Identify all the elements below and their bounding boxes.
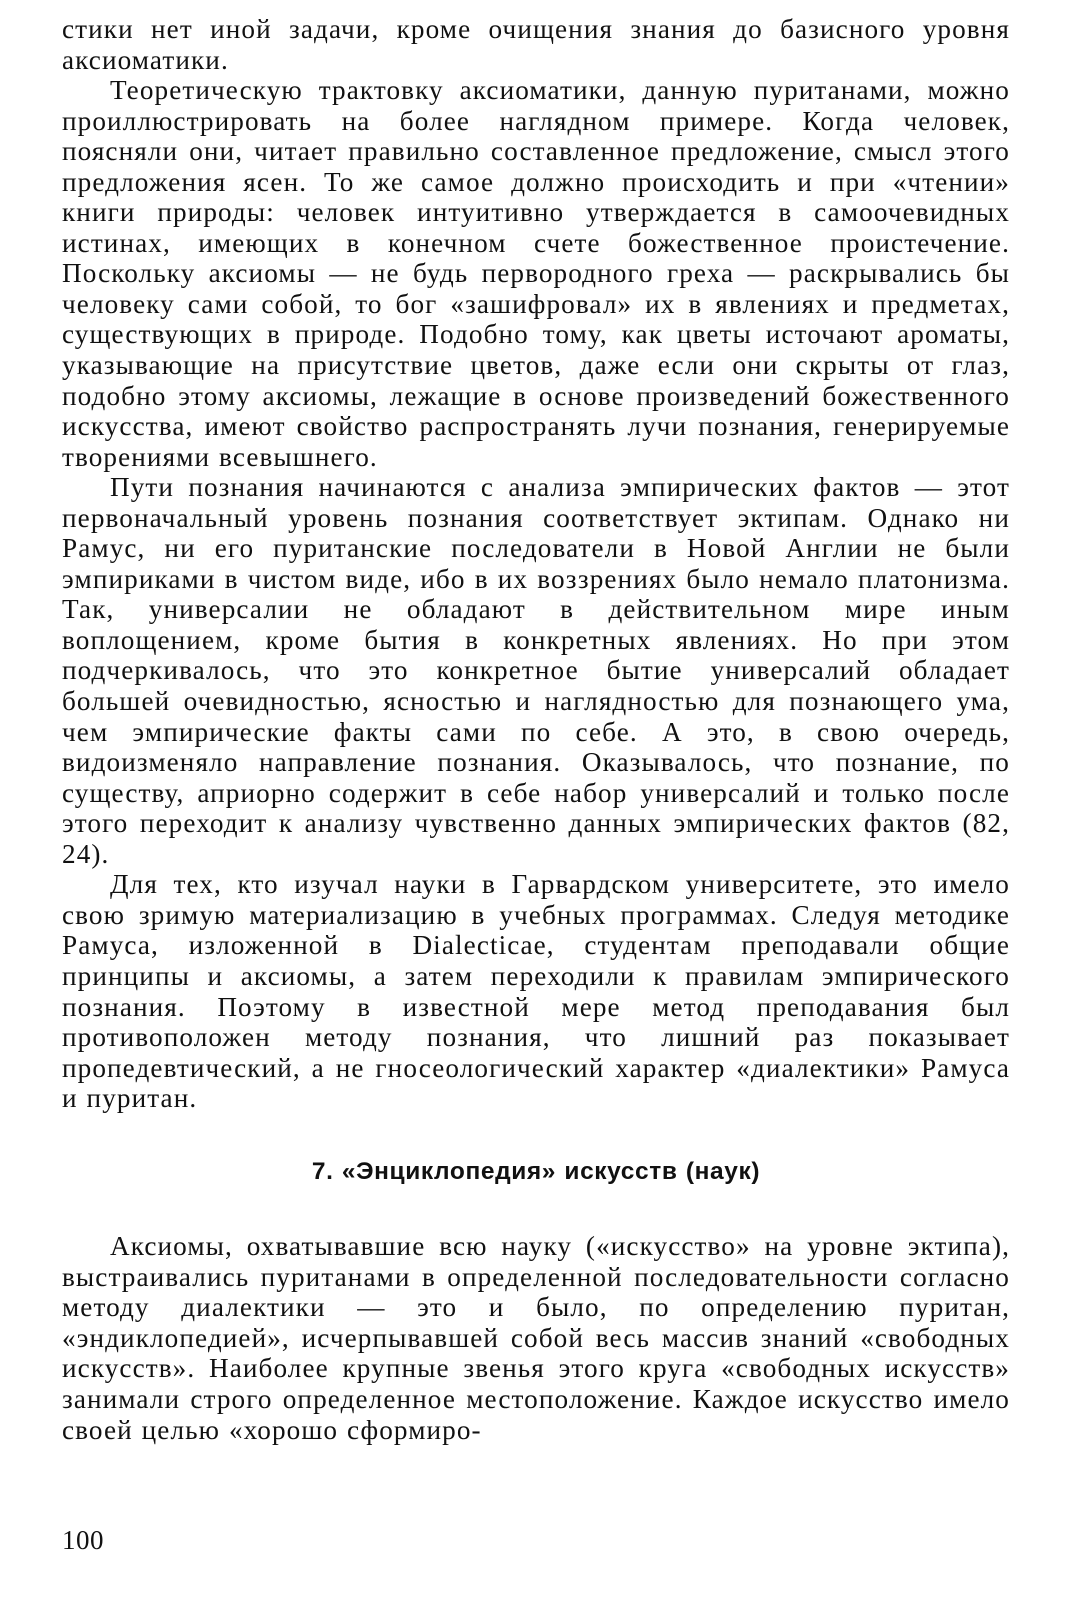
paragraph-harvard-curriculum: Для тех, кто изучал науки в Гарвардском университете, это имело свою зримую материализацию в учебных программах. Следуя методике Рамуса, изложенной в Dialecticae, студентам преподавали общие принципы и аксиомы, а затем переходили к правилам эмпирического познания. Поэтому в известной мере метод преподавания был противоположен методу познания, что лишний раз показывает пропедевтический, а не гносеологический характер «диалектики» Рамуса и пуритан. — [62, 869, 1010, 1114]
section-heading: 7. «Энциклопедия» искусств (наук) — [311, 1157, 761, 1185]
paragraph-paths-of-cognition: Пути познания начинаются с анализа эмпирических фактов — этот первоначальный уровень познания соответствует эктипам. Однако ни Рамус, ни его пуританские последователи в Новой Англии не были эмпириками в чистом виде, ибо в их воззрениях было немало платонизма. Так, универсалии не обладают в действительном мире иным воплощением, кроме бытия в конкретных явлениях. Но при этом подчеркивалось, что это конкретное бытие универсалий обладает большей очевидностью, ясностью и наглядностью для познающего ума, чем эмпирические факты сами по себе. А это, в свою очередь, видоизменяло направление познания. Оказывалось, что познание, по существу, априорно содержит в себе набор универсалий и только после этого переходит к анализу чувственно данных эмпирических фактов (82, 24). — [62, 472, 1010, 869]
paragraph-axiomatics-illustration: Теоретическую трактовку аксиоматики, данную пуританами, можно проиллюстрировать на более наглядном примере. Когда человек, поясняли они, читает правильно составленное предложение, смысл этого предложения ясен. То же самое должно происходить и при «чтении» книги природы: человек интуитивно утверждается в самоочевидных истинах, имеющих в конечном счете божественное проистечение. Поскольку аксиомы — не будь первородного греха — раскрывались бы человеку сами собой, то бог «зашифровал» их в явлениях и предметах, существующих в природе. Подобно тому, как цветы источают ароматы, указывающие на присутствие цветов, даже если они скрыты от глаз, подобно этому аксиомы, лежащие в основе произведений божественного искусства, имеют свойство распространять лучи познания, генерируемые творениями всевышнего. — [62, 75, 1010, 472]
page-number: 100 — [62, 1525, 104, 1555]
paragraph-continuation: стики нет иной задачи, кроме очищения знания до базисного уровня аксиоматики. — [62, 14, 1010, 75]
paragraph-axioms-encyclopedia: Аксиомы, охватывавшие всю науку («искусство» на уровне эктипа), выстраивались пуританами в определенной последовательности согласно методу диалектики — это и было, по определению пуритан, «эндиклопедией», исчерпывавшей собой весь массив знаний «свободных искусств». Наиболее крупные звенья этого круга «свободных искусств» занимали строго определенное местоположение. Каждое искусство имело своей целью «хорошо сформиро- — [62, 1231, 1010, 1445]
book-page — [62, 14, 1010, 1445]
